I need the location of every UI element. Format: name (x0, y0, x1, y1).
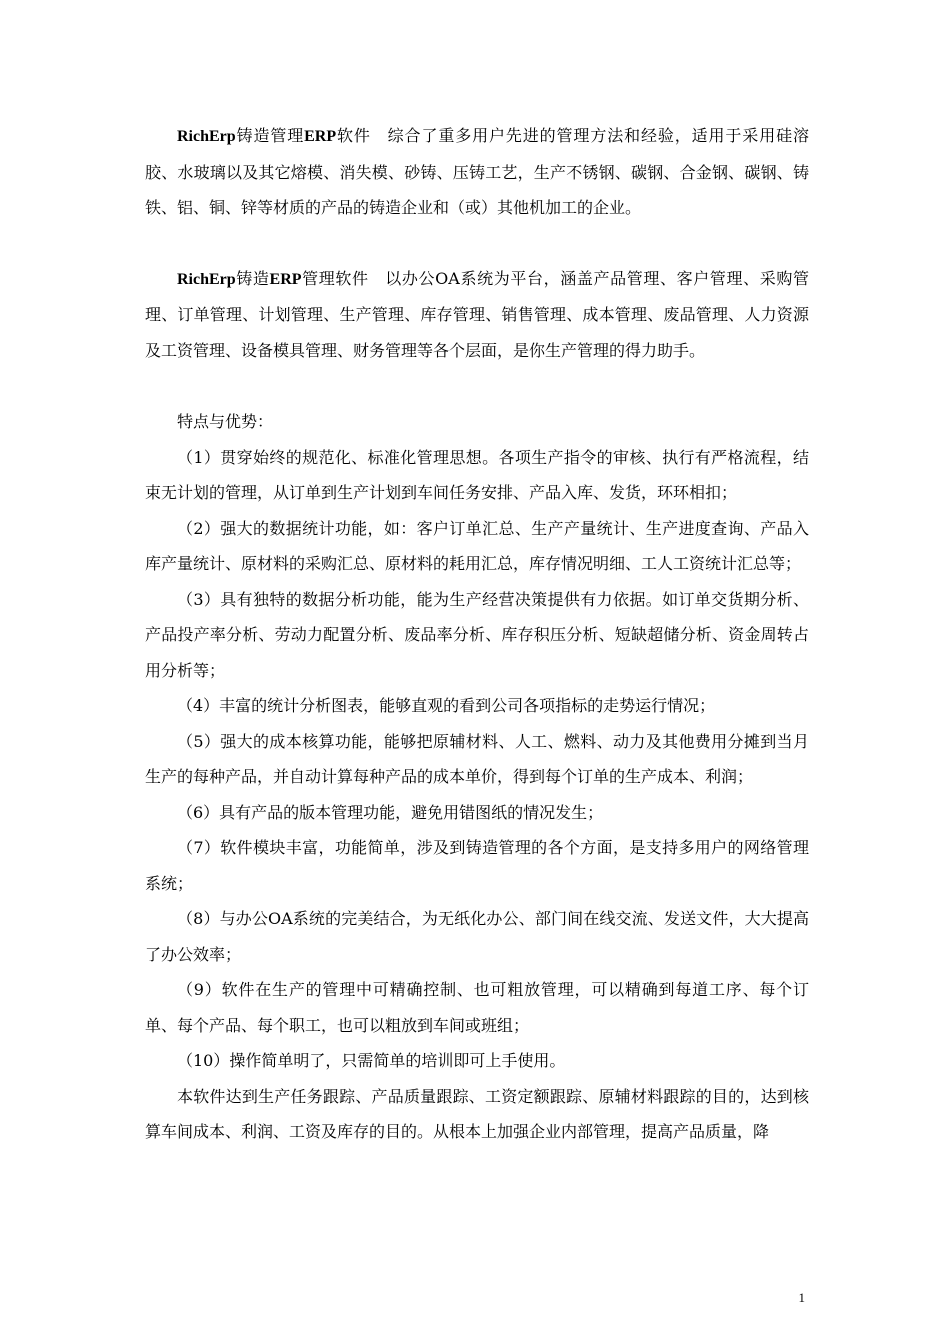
document-body (145, 118, 809, 1150)
conclusion-paragraph: 本软件达到生产任务跟踪、产品质量跟踪、工资定额跟踪、原辅材料跟踪的目的，达到核算车间成本、利润、工资及库存的目的。从根本上加强企业内部管理，提高产品质量，降 (145, 1086, 809, 1141)
intro-paragraph-1 (145, 118, 809, 226)
feature-item: （7）软件模块丰富，功能简单，涉及到铸造管理的各个方面，是支持多用户的网络管理系统； (145, 838, 809, 893)
erp-term: ERP (269, 270, 302, 288)
feature-item: （10）操作简单明了，只需简单的培训即可上手使用。 (177, 1051, 566, 1070)
feature-item: （9）软件在生产的管理中可精确控制、也可粗放管理，可以精确到每道工序、每个订单、每个产品、每个职工，也可以粗放到车间或班组； (145, 980, 809, 1035)
erp-term: ERP (304, 128, 337, 145)
feature-item: （8）与办公OA系统的完美结合，为无纸化办公、部门间在线交流、发送文件，大大提高了办公效率； (145, 909, 809, 964)
brand-name: RichErp (177, 270, 236, 288)
feature-item: （6）具有产品的版本管理功能，避免用错图纸的情况发生； (177, 802, 604, 822)
intro-text: 以办公OA系统为平台，涵盖产品管理、客户管理、采购管理、订单管理、计划管理、生产管理、库存管理、销售管理、成本管理、废品管理、人力资源及工资管理、设备模具管理、财务管理等各个层面，是你生产管理的得力助手。 (145, 268, 809, 360)
intro-term: 软件 (336, 126, 371, 145)
feature-item: （3）具有独特的数据分析功能，能为生产经营决策提供有力依据。如订单交货期分析、产品投产率分析、劳动力配置分析、废品率分析、库存积压分析、短缺超储分析、资金周转占用分析等； (145, 589, 809, 680)
brand-name: RichErp (177, 128, 236, 145)
feature-item: （2）强大的数据统计功能，如：客户订单汇总、生产产量统计、生产进度查询、产品入库产量统计、原材料的采购汇总、原材料的耗用汇总，库存情况明细、工人工资统计汇总等； (145, 518, 809, 573)
feature-item: （4）丰富的统计分析图表，能够直观的看到公司各项指标的走势运行情况； (177, 696, 716, 715)
feature-item: （5）强大的成本核算功能，能够把原辅材料、人工、燃料、动力及其他费用分摊到当月生产的每种产品，并自动计算每种产品的成本单价，得到每个订单的生产成本、利润； (145, 731, 809, 786)
intro-term: 铸造管理 (235, 126, 305, 145)
intro-term: 管理软件 (301, 268, 369, 288)
intro-paragraph-2 (145, 261, 809, 369)
features-heading: 特点与优势： (177, 412, 274, 431)
intro-term: 铸造 (235, 268, 270, 288)
page-number: 1 (798, 1290, 805, 1305)
feature-item: （1）贯穿始终的规范化、标准化管理思想。各项生产指令的审核、执行有严格流程，结束无计划的管理，从订单到生产计划到车间任务安排、产品入库、发货，环环相扣； (145, 447, 809, 502)
intro-text: 综合了重多用户先进的管理方法和经验，适用于采用硅溶胶、水玻璃以及其它熔模、消失模、砂铸、压铸工艺，生产不锈钢、碳钢、合金钢、碳钢、铸铁、铝、铜、锌等材质的产品的铸造企业和（或）其他机加工的企业。 (145, 126, 809, 217)
